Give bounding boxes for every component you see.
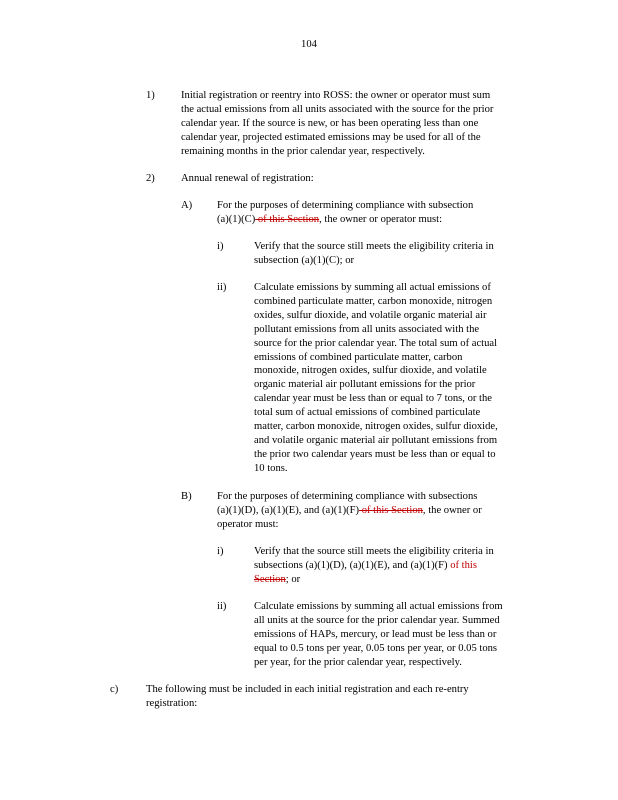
item-B-i-line: Verify that the source still meets the eligibility criteria in bbox=[254, 546, 494, 557]
item-1-line: calendar year, projected estimated emissions may be used for all of the bbox=[181, 131, 481, 143]
item-B-line: For the purposes of determining compliance with subsections bbox=[217, 491, 478, 502]
item-B-i-line bbox=[254, 559, 494, 573]
inserted-text: of this bbox=[450, 559, 477, 571]
item-B-i-line bbox=[254, 573, 494, 587]
item-A-ii-line: and volatile organic material air pollutant emissions from bbox=[254, 434, 498, 446]
item-A-ii-line: total sum of actual emissions of combined particulate bbox=[254, 407, 481, 419]
item-A-ii-line: calendar year must be less than or equal to 7 tons, or the bbox=[254, 393, 492, 405]
item-B-ii-line: equal to 0.5 tons per year, 0.05 tons per year, or 0.05 tons bbox=[254, 642, 498, 654]
item-A-ii-line: oxides, sulfur dioxide, and volatile organic material air bbox=[254, 309, 487, 321]
item-A-ii-line: organic material air pollutant emissions for the prior bbox=[254, 379, 476, 391]
item-A-i-text bbox=[254, 240, 494, 268]
item-c-line: registration: bbox=[146, 697, 198, 709]
item-B-ref: (a)(1)(D), (a)(1)(E), and (a)(1)(F) bbox=[217, 504, 360, 516]
item-A-ii-line: the prior two calendar years must be less than or equal to bbox=[254, 448, 496, 460]
item-1-line: calendar year. If the source is new, or has been operating less than one bbox=[181, 117, 479, 129]
item-A-ii-line: emissions of combined particulate matter, carbon bbox=[254, 351, 463, 363]
item-A-ii-text bbox=[254, 281, 498, 476]
item-B-i-tail: ; or bbox=[285, 573, 301, 585]
item-A-ii-line: combined particulate matter, carbon monoxide, nitrogen bbox=[254, 295, 493, 307]
item-A-ii-line: pollutant emissions from all units associated with the bbox=[254, 323, 480, 335]
deleted-text: of this Section bbox=[359, 504, 423, 516]
item-B-line bbox=[217, 504, 482, 518]
item-A-line bbox=[217, 213, 473, 227]
item-B-ii-text bbox=[254, 600, 503, 670]
item-B-tail: , the owner or bbox=[422, 504, 482, 516]
item-A-text bbox=[217, 199, 473, 227]
item-B-i-ref: subsections (a)(1)(D), (a)(1)(E), and (a)(1)(F) bbox=[254, 559, 451, 571]
item-B-i-text bbox=[254, 545, 494, 587]
item-A-ii-line: Calculate emissions by summing all actual emissions of bbox=[254, 282, 491, 293]
item-B-text bbox=[217, 490, 482, 532]
item-B-i-label: i) bbox=[217, 546, 224, 557]
item-B-ii-line: per year, for the prior calendar year, respectively. bbox=[254, 656, 462, 668]
item-A-ii-line: matter, carbon monoxide, nitrogen oxides, sulfur dioxide, bbox=[254, 421, 498, 433]
item-1-label: 1) bbox=[146, 90, 155, 101]
item-B-ii-line: all units at the source for the prior calendar year. Summed bbox=[254, 614, 500, 626]
item-A-i-line: subsection (a)(1)(C); or bbox=[254, 254, 355, 266]
item-A-i-label: i) bbox=[217, 241, 224, 252]
item-A-i-line: Verify that the source still meets the eligibility criteria in bbox=[254, 241, 494, 252]
item-A-ref: (a)(1)(C) bbox=[217, 213, 256, 225]
item-B-ii-line: Calculate emissions by summing all actual emissions from bbox=[254, 601, 503, 612]
page-number: 104 bbox=[301, 39, 317, 50]
item-1-line: remaining months in the prior calendar year, respectively. bbox=[181, 145, 425, 157]
item-A-tail: , the owner or operator must: bbox=[319, 213, 443, 225]
item-A-ii-line: 10 tons. bbox=[254, 462, 288, 474]
item-A-label: A) bbox=[181, 200, 193, 211]
item-c-line: The following must be included in each initial registration and each re-entry bbox=[146, 684, 469, 695]
item-B-label: B) bbox=[181, 491, 192, 502]
item-2-label: 2) bbox=[146, 173, 155, 184]
item-A-ii-label: ii) bbox=[217, 282, 227, 293]
item-2-text: Annual renewal of registration: bbox=[181, 173, 314, 184]
item-B-line: operator must: bbox=[217, 518, 279, 530]
item-B-ii-line: emissions of HAPs, mercury, or lead must be less than or bbox=[254, 628, 497, 640]
item-A-ii-line: source for the prior calendar year. The total sum of actual bbox=[254, 337, 498, 349]
item-1-line: Initial registration or reentry into ROSS: the owner or operator must sum bbox=[181, 90, 491, 101]
item-A-ii-line: monoxide, nitrogen oxides, sulfur dioxide, and volatile bbox=[254, 365, 487, 377]
item-c-label: c) bbox=[110, 684, 119, 695]
item-1-text bbox=[181, 89, 493, 159]
deleted-text: Section bbox=[254, 573, 286, 585]
deleted-text: of this Section bbox=[255, 213, 320, 225]
item-B-ii-label: ii) bbox=[217, 601, 227, 612]
item-A-line: For the purposes of determining compliance with subsection bbox=[217, 200, 474, 211]
item-c-text bbox=[146, 683, 469, 711]
item-1-line: the actual emissions from all units associated with the source for the prior bbox=[181, 103, 494, 115]
